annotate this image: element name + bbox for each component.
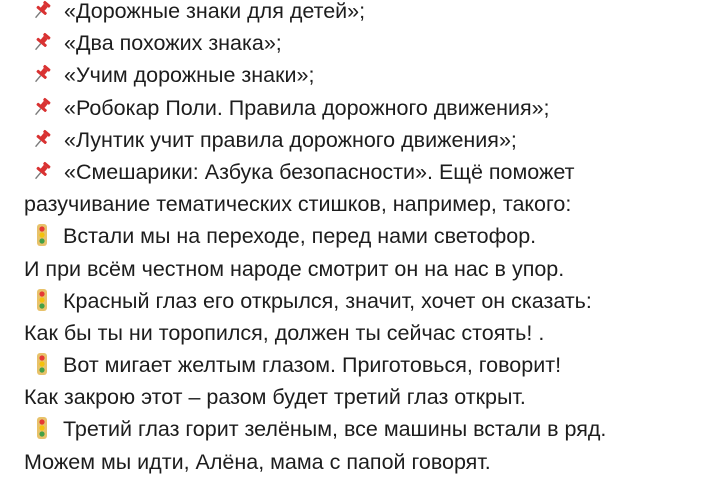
- poem-text: Можем мы идти, Алёна, мама с папой говорят.: [24, 449, 491, 474]
- poem-line: [24, 285, 720, 317]
- list-item-text: «Лунтик учит правила дорожного движения»;: [64, 127, 517, 152]
- poem-line: [24, 317, 720, 349]
- poem-text: Встали мы на переходе, перед нами светофор.: [63, 224, 537, 249]
- poem-line: [24, 446, 720, 478]
- poem-line: [24, 349, 720, 381]
- list-item: [24, 92, 720, 124]
- poem-text: Красный глаз его открылся, значит, хочет он сказать:: [63, 288, 592, 313]
- poem-line: [24, 253, 720, 285]
- poem-line: [24, 220, 720, 252]
- list-item-text: «Дорожные знаки для детей»;: [64, 0, 366, 23]
- traffic-light-icon: [30, 288, 54, 312]
- poem-text: Вот мигает желтым глазом. Приготовься, говорит!: [63, 353, 562, 378]
- list-item-text: «Учим дорожные знаки»;: [64, 63, 315, 88]
- list-item-text: «Робокар Поли. Правила дорожного движения»;: [64, 95, 550, 120]
- poem-text: Третий глаз горит зелёным, все машины встали в ряд.: [63, 417, 607, 442]
- text-line: [24, 188, 720, 220]
- text-block: [24, 0, 720, 478]
- list-item: [24, 124, 720, 156]
- list-item: [24, 156, 720, 188]
- traffic-light-icon: [30, 223, 54, 247]
- pushpin-icon: [30, 159, 54, 183]
- poem-line: [24, 381, 720, 413]
- list-item-text: «Два похожих знака»;: [64, 31, 282, 56]
- traffic-light-icon: [30, 352, 54, 376]
- paragraph-text: разучивание тематических стишков, например, такого:: [24, 192, 572, 217]
- poem-text: Как закрою этот – разом будет третий глаз открыт.: [24, 385, 526, 410]
- pushpin-icon: [30, 95, 54, 119]
- list-item-text: «Смешарики: Азбука безопасности». Ещё поможет: [64, 159, 575, 184]
- list-item: [24, 27, 720, 59]
- pushpin-icon: [30, 30, 54, 54]
- poem-text: Как бы ты ни торопился, должен ты сейчас стоять! .: [24, 320, 545, 345]
- list-item: [24, 0, 720, 27]
- poem-line: [24, 413, 720, 445]
- traffic-light-icon: [30, 416, 54, 440]
- pushpin-icon: [30, 0, 54, 22]
- poem-text: И при всём честном народе смотрит он на нас в упор.: [24, 256, 565, 281]
- list-item: [24, 59, 720, 91]
- pushpin-icon: [30, 127, 54, 151]
- pushpin-icon: [30, 62, 54, 86]
